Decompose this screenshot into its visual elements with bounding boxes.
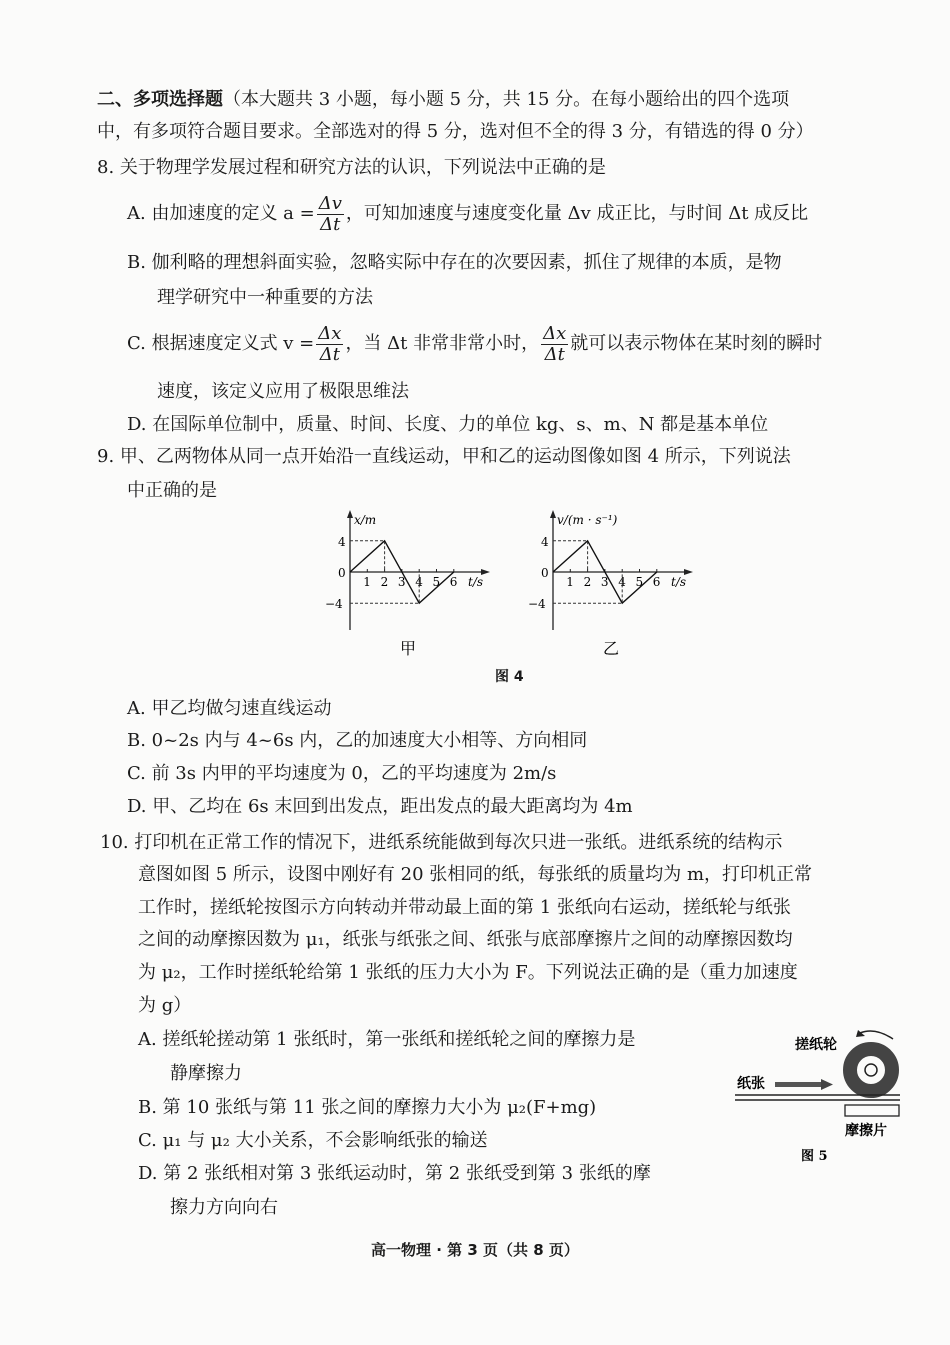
x-tick-label: 5 [432, 575, 441, 589]
q8-option-c-cont: 速度，该定义应用了极限思维法 [157, 381, 409, 402]
fraction [317, 194, 344, 235]
denominator: Δt [320, 213, 341, 235]
graph-caption: 乙 [603, 639, 620, 658]
x-tick-label: 5 [635, 575, 644, 589]
x-tick-label: 3 [600, 575, 609, 589]
x-tick-label: 2 [380, 575, 389, 589]
q9-option-c: C. 前 3s 内甲的平均速度为 0，乙的平均速度为 2m/s [127, 763, 557, 784]
text: ，当 Δt 非常非常小时， [345, 333, 540, 354]
x-tick-label: 2 [583, 575, 592, 589]
text: A. 由加速度的定义 a = [127, 203, 315, 224]
page-footer: 高一物理 · 第 3 页（共 8 页） [371, 1241, 579, 1259]
x-tick-label: 4 [415, 575, 423, 589]
q10-stem-5: 为 μ₂，工作时搓纸轮给第 1 张纸的压力大小为 F。下列说法正确的是（重力加速度 [138, 962, 798, 983]
text: C. 根据速度定义式 v = [127, 333, 315, 354]
numerator: Δx [318, 322, 342, 344]
section-title: 二、多项选择题 [97, 89, 223, 110]
text: 就可以表示物体在某时刻的瞬时 [570, 333, 823, 354]
q9-option-b: B. 0~2s 内与 4~6s 内，乙的加速度大小相等、方向相同 [127, 730, 588, 751]
fraction [541, 324, 568, 365]
rotation-arrow-icon [860, 1031, 893, 1039]
section-instructions-2: 中，有多项符合题目要求。全部选对的得 5 分，选对但不全的得 3 分，有错选的得 0 分） [97, 121, 814, 142]
x-tick-label: 3 [397, 575, 406, 589]
q8-option-d: D. 在国际单位制中，质量、时间、长度、力的单位 kg、s、m、N 都是基本单位 [127, 414, 769, 435]
graph-yi [528, 508, 698, 663]
y-tick-label: −4 [325, 597, 343, 612]
y-tick-label: 0 [541, 566, 549, 580]
q10-stem-3: 工作时，搓纸轮按图示方向转动并带动最上面的第 1 张纸向右运动，搓纸轮与纸张 [138, 897, 791, 918]
y-axis-arrow-icon [347, 510, 353, 518]
q10-option-a-cont: 静摩擦力 [170, 1063, 242, 1084]
paper-arrow-icon [775, 1082, 821, 1087]
q10-stem-6: 为 g） [138, 995, 192, 1016]
x-axis-label: t/s [671, 575, 687, 589]
figure-5-printer-diagram [725, 1025, 925, 1175]
paper-label: 纸张 [737, 1076, 765, 1092]
q10-option-d-cont: 擦力方向向右 [170, 1197, 278, 1218]
q10-stem: 10. 打印机在正常工作的情况下，进纸系统能做到每次只进一张纸。进纸系统的结构示 [100, 832, 783, 853]
y-tick-label: −4 [528, 597, 546, 612]
x-axis-label: t/s [468, 575, 484, 589]
q10-option-b: B. 第 10 张纸与第 11 张之间的摩擦力大小为 μ₂(F+mg) [138, 1097, 597, 1118]
q9-option-d: D. 甲、乙均在 6s 末回到出发点，距出发点的最大距离均为 4m [127, 796, 633, 817]
section-header [97, 88, 789, 112]
denominator: Δt [319, 343, 340, 365]
x-tick-label: 1 [566, 575, 574, 589]
roller-label: 搓纸轮 [795, 1037, 837, 1053]
y-tick-label: 0 [338, 566, 346, 580]
x-tick-label: 1 [363, 575, 371, 589]
q8-stem: 8. 关于物理学发展过程和研究方法的认识，下列说法中正确的是 [97, 157, 606, 178]
x-tick-label: 6 [449, 575, 458, 589]
roller-icon [850, 1049, 892, 1091]
y-axis-label: v/(m · s⁻¹) [557, 513, 618, 527]
pad-label: 摩擦片 [845, 1123, 887, 1139]
numerator: Δx [543, 322, 567, 344]
graph-jia [325, 508, 495, 663]
numerator: Δv [318, 192, 342, 214]
q8-option-c [127, 322, 822, 366]
q10-option-c: C. μ₁ 与 μ₂ 大小关系，不会影响纸张的输送 [138, 1130, 488, 1151]
q10-option-d: D. 第 2 张纸相对第 3 张纸运动时，第 2 张纸受到第 3 张纸的摩 [138, 1163, 651, 1184]
text: ，可知加速度与速度变化量 Δv 成正比，与时间 Δt 成反比 [345, 203, 809, 224]
y-tick-label: 4 [541, 534, 549, 549]
figure-5-caption: 图 5 [801, 1149, 828, 1164]
q8-option-b-cont: 理学研究中一种重要的方法 [157, 287, 373, 308]
q10-stem-2: 意图如图 5 所示，设图中刚好有 20 张相同的纸，每张纸的质量均为 m，打印机正常 [138, 864, 813, 885]
q9-stem: 9. 甲、乙两物体从同一点开始沿一直线运动，甲和乙的运动图像如图 4 所示，下列说法 [97, 446, 791, 467]
friction-pad [845, 1105, 899, 1116]
denominator: Δt [544, 343, 565, 365]
q8-option-a [127, 192, 808, 236]
fraction [316, 324, 343, 365]
x-tick-label: 6 [652, 575, 661, 589]
figure-4-caption: 图 4 [495, 669, 524, 685]
section-instructions: （本大题共 3 小题，每小题 5 分，共 15 分。在每小题给出的四个选项 [223, 89, 790, 110]
q10-stem-4: 之间的动摩擦因数为 μ₁，纸张与纸张之间、纸张与底部摩擦片之间的动摩擦因数均 [138, 929, 793, 950]
graph-caption: 甲 [400, 639, 417, 658]
y-axis-arrow-icon [550, 510, 556, 518]
q9-option-a: A. 甲乙均做匀速直线运动 [127, 698, 332, 719]
x-tick-label: 4 [618, 575, 626, 589]
q8-option-b: B. 伽利略的理想斜面实验，忽略实际中存在的次要因素，抓住了规律的本质，是物 [127, 252, 782, 273]
y-tick-label: 4 [338, 534, 346, 549]
q10-option-a: A. 搓纸轮搓动第 1 张纸时，第一张纸和搓纸轮之间的摩擦力是 [138, 1029, 636, 1050]
q9-stem-cont: 中正确的是 [127, 480, 217, 501]
y-axis-label: x/m [354, 513, 377, 527]
